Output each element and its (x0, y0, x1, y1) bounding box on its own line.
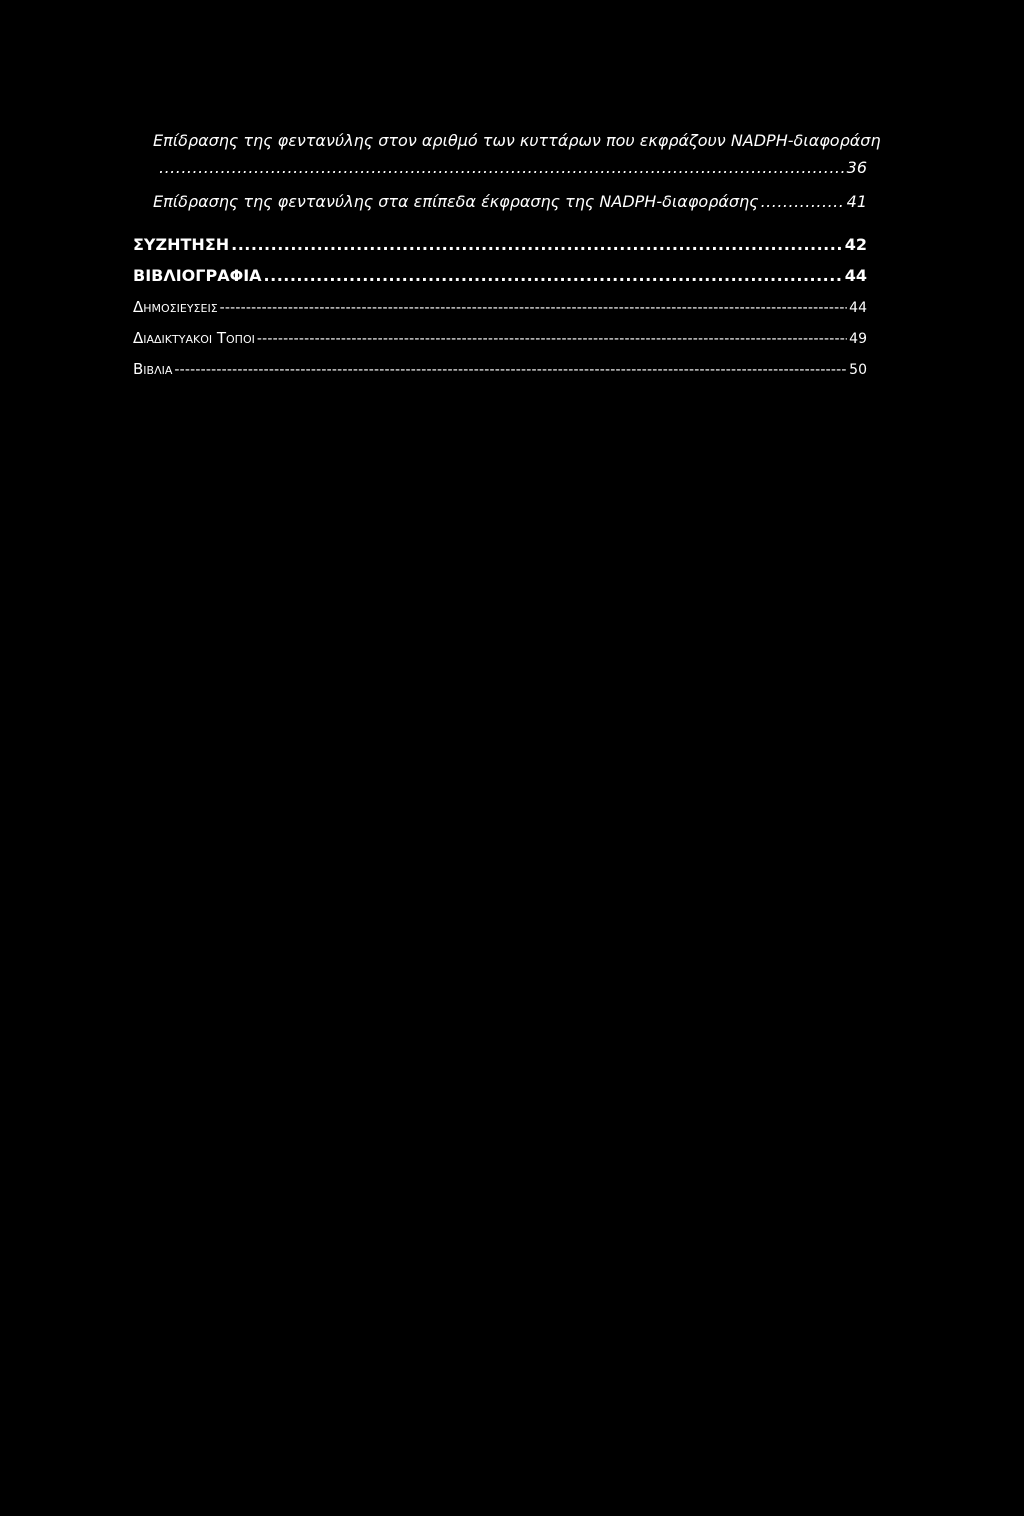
dot-leader (159, 158, 845, 177)
toc-page-number: 44 (844, 266, 867, 285)
dot-leader (264, 266, 843, 285)
toc-entry-title: ΒΙΒΛΙΟΓΡΑΦΙΑ (133, 266, 262, 285)
toc-entry (133, 235, 867, 254)
dash-leader (174, 362, 847, 378)
toc-entry-title: Βιβλια (133, 360, 173, 378)
toc-entry (133, 360, 867, 378)
toc-page-number: 50 (849, 362, 867, 378)
toc-entry-title: Διαδικτυακοι Τοποι (133, 329, 255, 347)
toc-entry-title: Δημοσιευσεισ (133, 298, 218, 316)
toc-entry (133, 298, 867, 316)
toc-page-number: 49 (849, 331, 867, 347)
toc-entry-leader-row (157, 158, 867, 177)
dot-leader (761, 192, 845, 211)
dash-leader (257, 331, 847, 347)
dot-leader (231, 235, 843, 254)
toc-entry-title: Επίδρασης της φεντανύλης στα επίπεδα έκφρασης της NADPH-διαφοράσης (153, 192, 759, 211)
toc-page-number: 41 (846, 192, 867, 211)
toc-page-number: 44 (849, 300, 867, 316)
toc-page-number: 36 (846, 158, 867, 177)
toc-entry-title: ΣΥΖΗΤΗΣΗ (133, 235, 230, 254)
dash-leader (220, 300, 848, 316)
toc-page-number: 42 (844, 235, 867, 254)
toc-entry (133, 266, 867, 285)
toc-entry (133, 329, 867, 347)
toc-entry-title: Επίδρασης της φεντανύλης στον αριθμό των κυττάρων που εκφράζουν NADPH-διαφοράση (153, 131, 881, 150)
toc-entry (153, 192, 867, 211)
